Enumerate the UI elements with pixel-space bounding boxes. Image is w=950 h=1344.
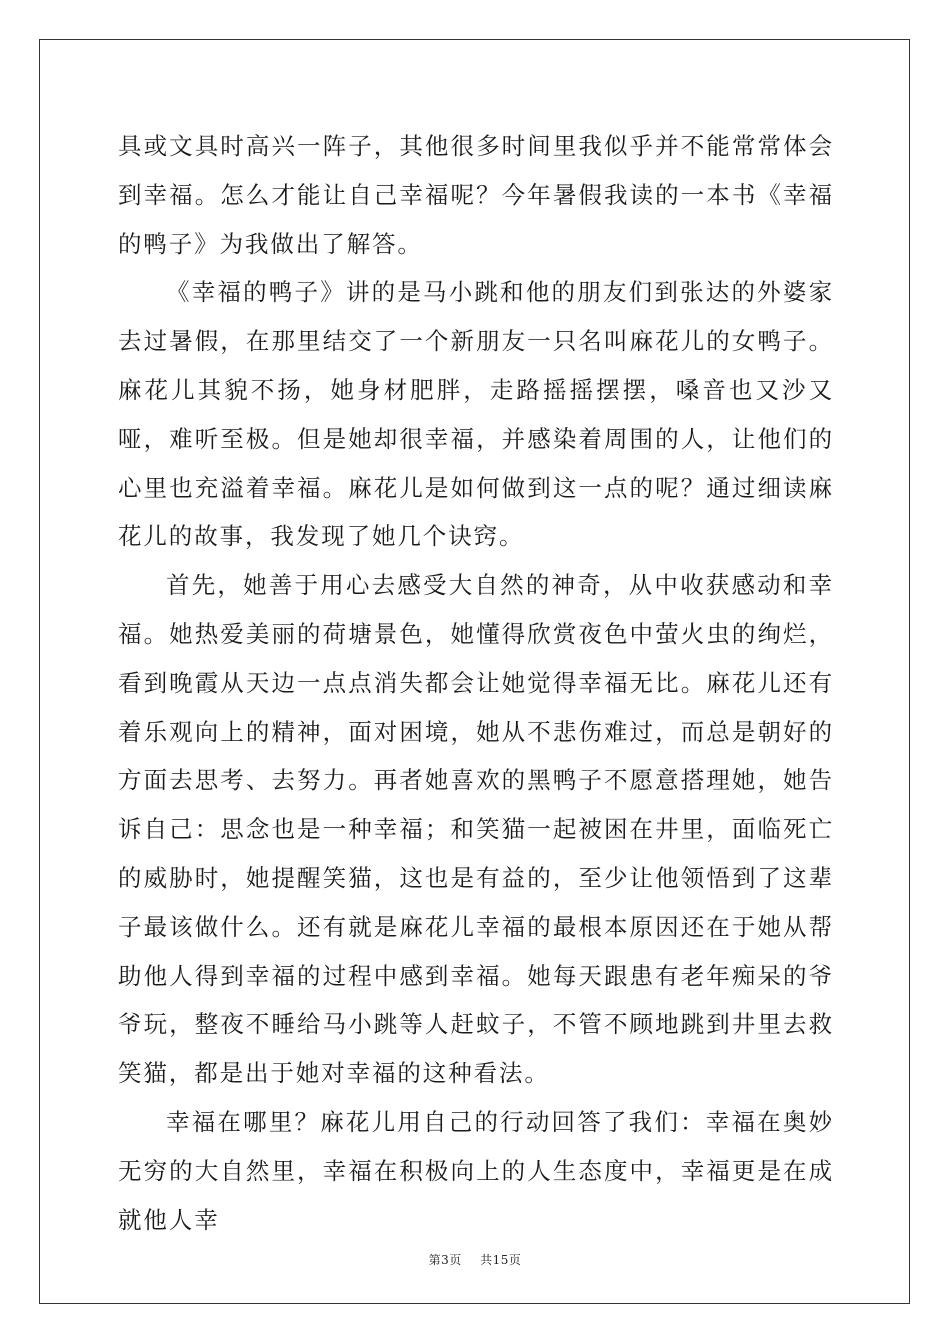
page-total: 共15页 [480, 1253, 522, 1267]
paragraph: 具或文具时高兴一阵子，其他很多时间里我似乎并不能常常体会到幸福。怎么才能让自己幸福呢？今年暑假我读的一本书《幸福的鸭子》为我做出了解答。 [118, 132, 834, 258]
page-footer [0, 1251, 950, 1268]
document-body [118, 122, 834, 1244]
page-number: 第3页 [428, 1253, 462, 1267]
paragraph: 《幸福的鸭子》讲的是马小跳和他的朋友们到张达的外婆家去过暑假，在那里结交了一个新朋友一只名叫麻花儿的女鸭子。麻花儿其貌不扬，她身材肥胖，走路摇摇摆摆，嗓音也又沙又哑，难听至极。但是她却很幸福，并感染着周围的人，让他们的心里也充溢着幸福。麻花儿是如何做到这一点的呢？通过细读麻花儿的故事，我发现了她几个诀窍。 [118, 278, 834, 551]
paragraph: 首先，她善于用心去感受大自然的神奇，从中收获感动和幸福。她热爱美丽的荷塘景色，她懂得欣赏夜色中萤火虫的绚烂，看到晚霞从天边一点点消失都会让她觉得幸福无比。麻花儿还有着乐观向上的精神，面对困境，她从不悲伤难过，而总是朝好的方面去思考、去努力。再者她喜欢的黑鸭子不愿意搭理她，她告诉自己：思念也是一种幸福；和笑猫一起被困在井里，面临死亡的威胁时，她提醒笑猫，这也是有益的，至少让他领悟到了这辈子最该做什么。还有就是麻花儿幸福的最根本原因还在于她从帮助他人得到幸福的过程中感到幸福。她每天跟患有老年痴呆的爷爷玩，整夜不睡给马小跳等人赶蚊子，不管不顾地跳到井里去救笑猫，都是出于她对幸福的这种看法。 [118, 571, 834, 1088]
paragraph: 幸福在哪里？麻花儿用自己的行动回答了我们：幸福在奥妙无穷的大自然里，幸福在积极向上的人生态度中，幸福更是在成就他人幸 [118, 1107, 834, 1234]
